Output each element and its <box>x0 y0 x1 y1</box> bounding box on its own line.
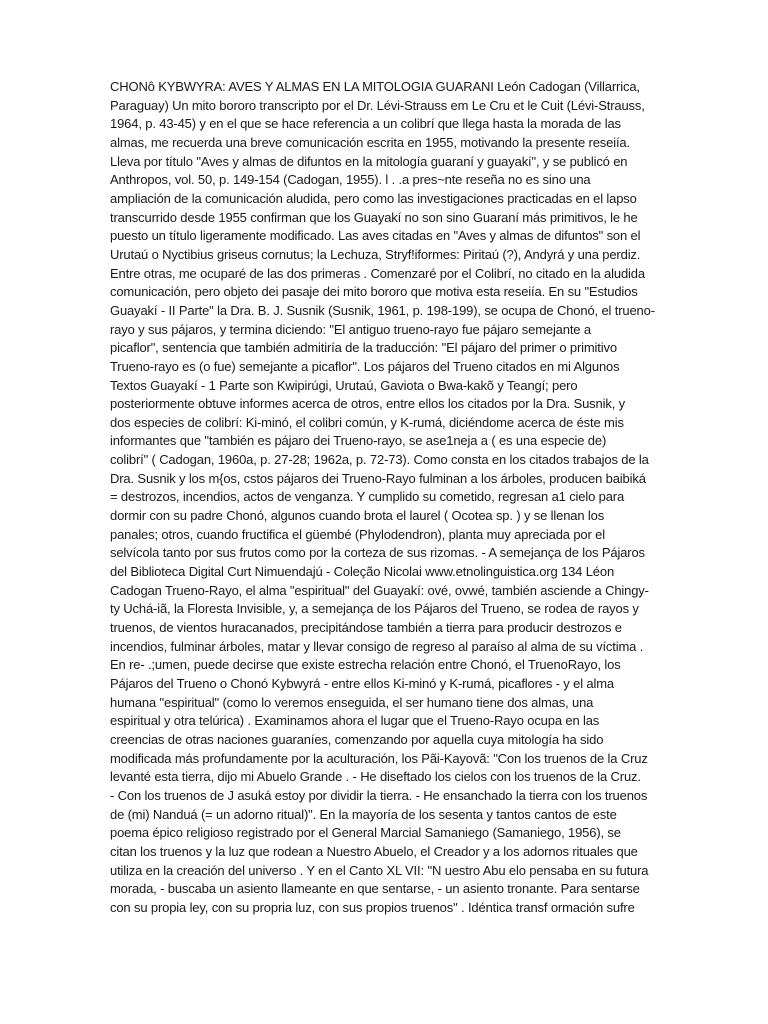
text-line: Pájaros del Trueno o Chonó Kybwyrá - entre ellos Ki-minó y K-rumá, picaflores - y el alma <box>110 676 614 691</box>
text-line: dos especies de colibrí: Ki-minó, el colibri común, y K-rumá, diciéndome acerca de éste mis <box>110 414 624 430</box>
text-line: morada, - buscaba un asiento llameante en que sentarse, - un asiento tronante. Para sentarse <box>110 881 640 897</box>
text-line: posteriormente obtuve informes acerca de otros, entre ellos los citados por la Dra. Susnik, y <box>110 396 625 412</box>
text-line: creencias de otras naciones guaraníes, comenzando por aquella cuya mitología ha sido <box>110 731 604 747</box>
text-line: informantes que "también es pájaro dei Trueno-rayo, se ase1neja a ( es una especie de) <box>110 433 607 449</box>
text-line: utiliza en la creación del universo . Y en el Canto XL VII: ''N uestro Abu elo pensaba en su futura <box>110 862 649 878</box>
text-line: espiritual y otra telúrica) . Examinamos ahora el lugar que el Trueno-Rayo ocupa en las <box>110 713 600 729</box>
text-line: Trueno-rayo es (o fue) semejante a picaflor". Los pájaros del Trueno citados en mi Algunos <box>110 358 620 374</box>
text-line: con su propia ley, con su propria luz, con sus propios truenos" . Idéntica transf ormación sufre <box>110 899 635 915</box>
text-line: Paraguay) Un mito bororo transcripto por el Dr. Lévi-Strauss em Le Cru et le Cuit (Lévi-Strauss, <box>110 97 645 113</box>
text-line: En re- .;umen, puede decirse que existe estrecha relación entre Chonó, el TruenoRayo, los <box>110 657 621 673</box>
text-line: truenos, de vientos huracanados, precipitándose también a tierra para producir destrozos e <box>110 620 622 636</box>
text-line: poema épico religioso registrado por el General Marcial Samaniego (Samaniego, 1956), se <box>110 825 621 841</box>
text-line: almas, me recuerda una breve comunicación escrita en 1955, motivando la presente reseiía. <box>110 134 630 150</box>
text-line: transcurrido desde 1955 confirman que los Guayakí no son sino Guaraní más primitivos, le he <box>110 209 638 225</box>
text-line: 1964, p. 43-45) y en el que se hace referencia a un colibrí que llega hasta la morada de las <box>110 116 621 132</box>
text-line: puesto un título ligeramente modificado. Las aves citadas en "Aves y almas de difuntos" son el <box>110 228 641 244</box>
text-line: ampliación de la comunicación aludida, pero como las investigaciones practicadas en el lapso <box>110 190 637 206</box>
text-line: Textos Guayakí - 1 Parte son Kwipirúgi, Urutaú, Gaviota o Bwa-kakõ y Teangí; pero <box>110 377 578 393</box>
text-line: Entre otras, me ocuparé de las dos primeras . Comenzaré por el Colibrí, no citado en la aludida <box>110 265 645 281</box>
text-line: humana "espiritual" (como lo veremos enseguida, el ser humano tiene dos almas, una <box>110 694 594 710</box>
text-line: colibrí" ( Cadogan, 1960a, p. 27-28; 1962a, p. 72-73). Como consta en los citados trabajos de la <box>110 452 649 468</box>
text-line: Anthropos, vol. 50, p. 149-154 (Cadogan, 1955). l . .a pres~nte reseña no es sino una <box>110 172 591 188</box>
text-line: del Biblioteca Digital Curt Nimuendajú - Coleção Nicolai www.etnolinguistica.org 134 Léon <box>110 564 615 580</box>
text-line: selvícola tanto por sus frutos como por la corteza de sus rizomas. - A semejança de los Pájaros <box>110 545 645 561</box>
text-line: Guayakí - II Parte" la Dra. B. J. Susnik (Susnik, 1961, p. 198-199), se ocupa de Chonó, el trueno- <box>110 302 655 318</box>
text-line: ty Uchá-iã, la Floresta Invisible, y, a semejança de los Pájaros del Trueno, se rodea de rayos y <box>110 601 639 617</box>
text-line: citan los truenos y la luz que rodean a Nuestro Abuelo, el Creador y a los adornos rituales que <box>110 843 638 859</box>
text-line: levanté esta tierra, dijo mi Abuelo Grande . - He diseftado los cielos con los truenos de la Cruz. <box>110 769 641 785</box>
text-line: Cadogan Trueno-Rayo, el alma "espiritual" del Guayakí: ové, ovwé, también asciende a Chingy- <box>110 582 649 598</box>
text-line: comunicación, pero objeto dei pasaje dei mito bororo que motiva esta reseiía. En su "Estudios <box>110 284 638 300</box>
text-line: Urutaú o Nyctibius griseus cornutus; la Lechuza, Stryf!iformes: Piritaú (?), Andyrá y una perdiz. <box>110 246 641 262</box>
text-line: rayo y sus pájaros, y termina diciendo: "El antiguo trueno-rayo fue pájaro semejante a <box>110 321 591 337</box>
text-line: panales; otros, cuando fructifica el güembé (Phylodendron), planta muy apreciada por el <box>110 526 605 542</box>
text-line: = destrozos, incendios, actos de venganza. Y cumplido su cometido, regresan a1 cielo para <box>110 489 625 505</box>
text-line: - Con los truenos de J asuká estoy por dividir la tierra. - He ensanchado la tierra con los truenos <box>110 787 648 803</box>
text-line: Lleva por título "Aves y almas de difuntos en la mitología guaraní y guayakí", y se publicó en <box>110 153 628 169</box>
text-line: incendios, fulminar árboles, matar y llevar consigo de regreso al paraíso al alma de su víctima . <box>110 638 644 654</box>
text-line: de (mi) Nanduá (= un adorno ritual)". En la mayoría de los sesenta y tantos cantos de este <box>110 806 617 822</box>
body-text <box>110 78 658 918</box>
text-line: CHONô KYBWYRA: AVES Y ALMAS EN LA MITOLOGIA GUARANI León Cadogan (Villarrica, <box>110 79 640 94</box>
text-line: dormir con su padre Chonó, algunos cuando brota el laurel ( Ocotea sp. ) y se llenan los <box>110 508 605 524</box>
text-line: Dra. Susnik y los m{os, cstos pájaros dei Trueno-Rayo fulminan a los árboles, producen baibiká <box>110 470 646 486</box>
text-line: modificada más profundamente por la aculturación, los Pãi-Kayovã: "Con los truenos de la Cruz <box>110 750 648 766</box>
text-line: picaflor", sentencia que también admitiría de la traducción: ''El pájaro del primer o primitivo <box>110 340 617 356</box>
